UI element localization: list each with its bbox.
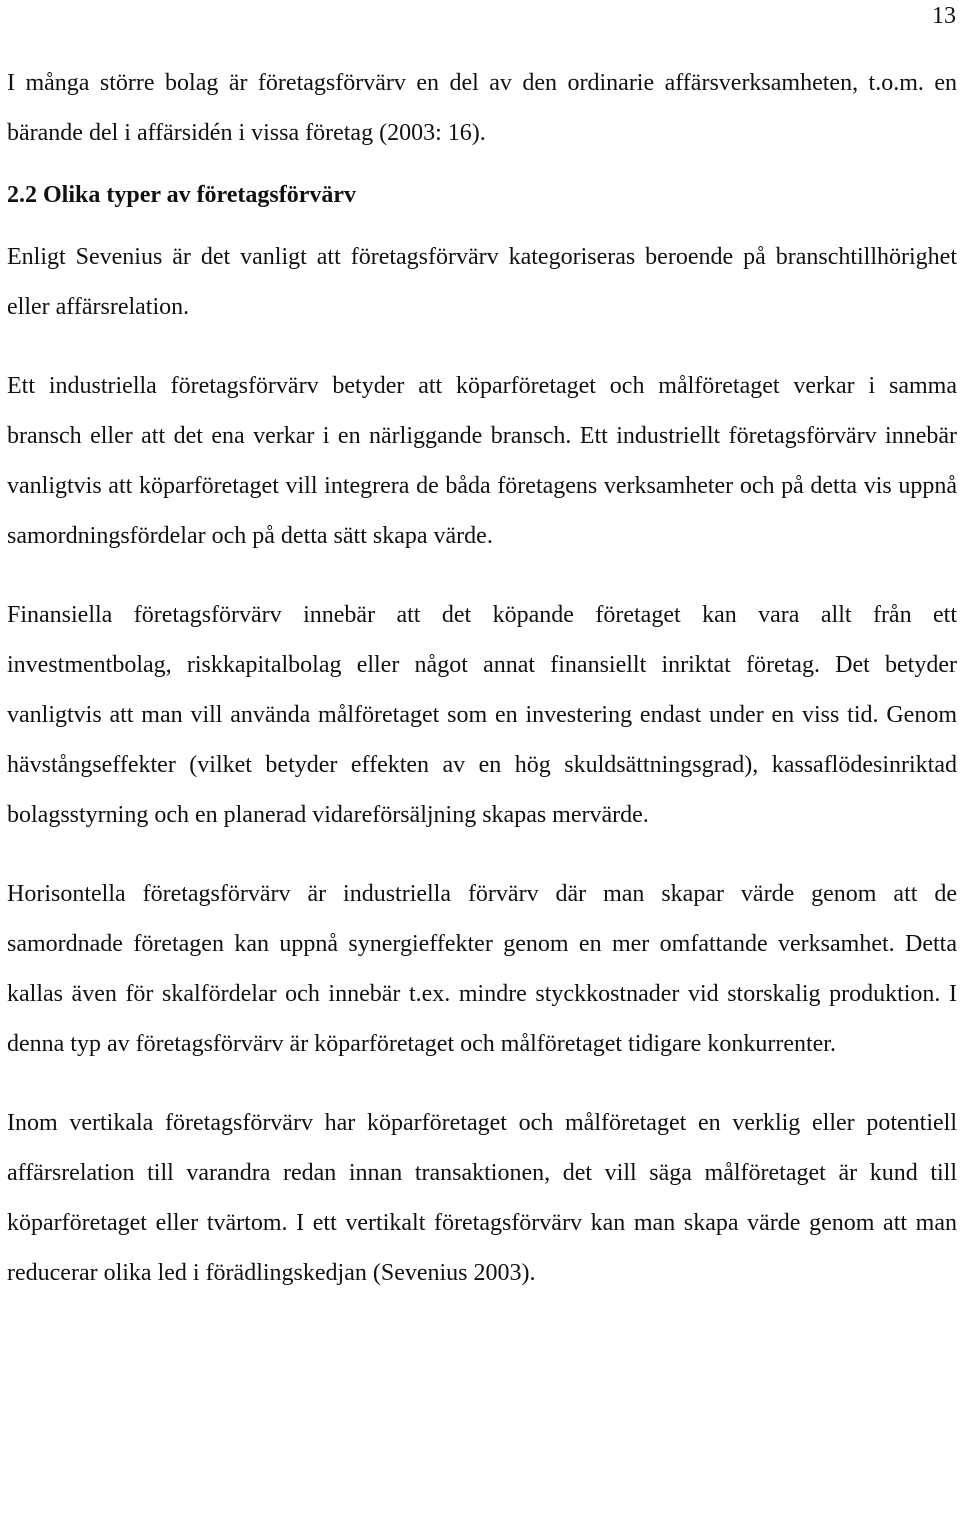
page-number: 13 <box>932 3 956 29</box>
intro-paragraph: I många större bolag är företagsförvärv en del av den ordinarie affärsverksamheten, t.o.m. en bärande del i affärsidén i vissa företag (2003: 16). <box>7 70 957 146</box>
document-body <box>7 58 957 1298</box>
paragraph-vertical: Inom vertikala företagsförvärv har köparföretaget och målföretaget en verklig eller potentiell affärsrelation till varandra redan innan transaktionen, det vill säga målföretaget är kund till köparföretaget eller tvärtom. I ett vertikalt företagsförvärv kan man skapa värde genom att man reducerar olika led i förädlingskedjan (Sevenius 2003). <box>7 1110 957 1286</box>
paragraph-horizontal: Horisontella företagsförvärv är industriella förvärv där man skapar värde genom att de samordnade företagen kan uppnå synergieffekter genom en mer omfattande verksamhet. Detta kallas även för skalfördelar och innebär t.ex. mindre styckkostnader vid storskalig produktion. I denna typ av företagsförvärv är köparföretaget och målföretaget tidigare konkurrenter. <box>7 881 957 1057</box>
paragraph-financial: Finansiella företagsförvärv innebär att det köpande företaget kan vara allt från ett investmentbolag, riskkapitalbolag eller något annat finansiellt inriktat företag. Det betyder vanligtvis att man vill använda målföretaget som en investering endast under en viss tid. Genom hävstångseffekter (vilket betyder effekten av en hög skuldsättningsgrad), kassaflödesinriktad bolagsstyrning och en planerad vidareförsäljning skapas mervärde. <box>7 602 957 828</box>
paragraph-classification: Enligt Sevenius är det vanligt att företagsförvärv kategoriseras beroende på branschtillhörighet eller affärsrelation. <box>7 244 957 320</box>
paragraph-industrial: Ett industriella företagsförvärv betyder att köparföretaget och målföretaget verkar i samma bransch eller att det ena verkar i en närliggande bransch. Ett industriellt företagsförvärv innebär vanligtvis att köparföretaget vill integrera de båda företagens verksamheter och på detta vis uppnå samordningsfördelar och på detta sätt skapa värde. <box>7 373 957 549</box>
section-heading: 2.2 Olika typer av företagsförvärv <box>7 182 357 208</box>
